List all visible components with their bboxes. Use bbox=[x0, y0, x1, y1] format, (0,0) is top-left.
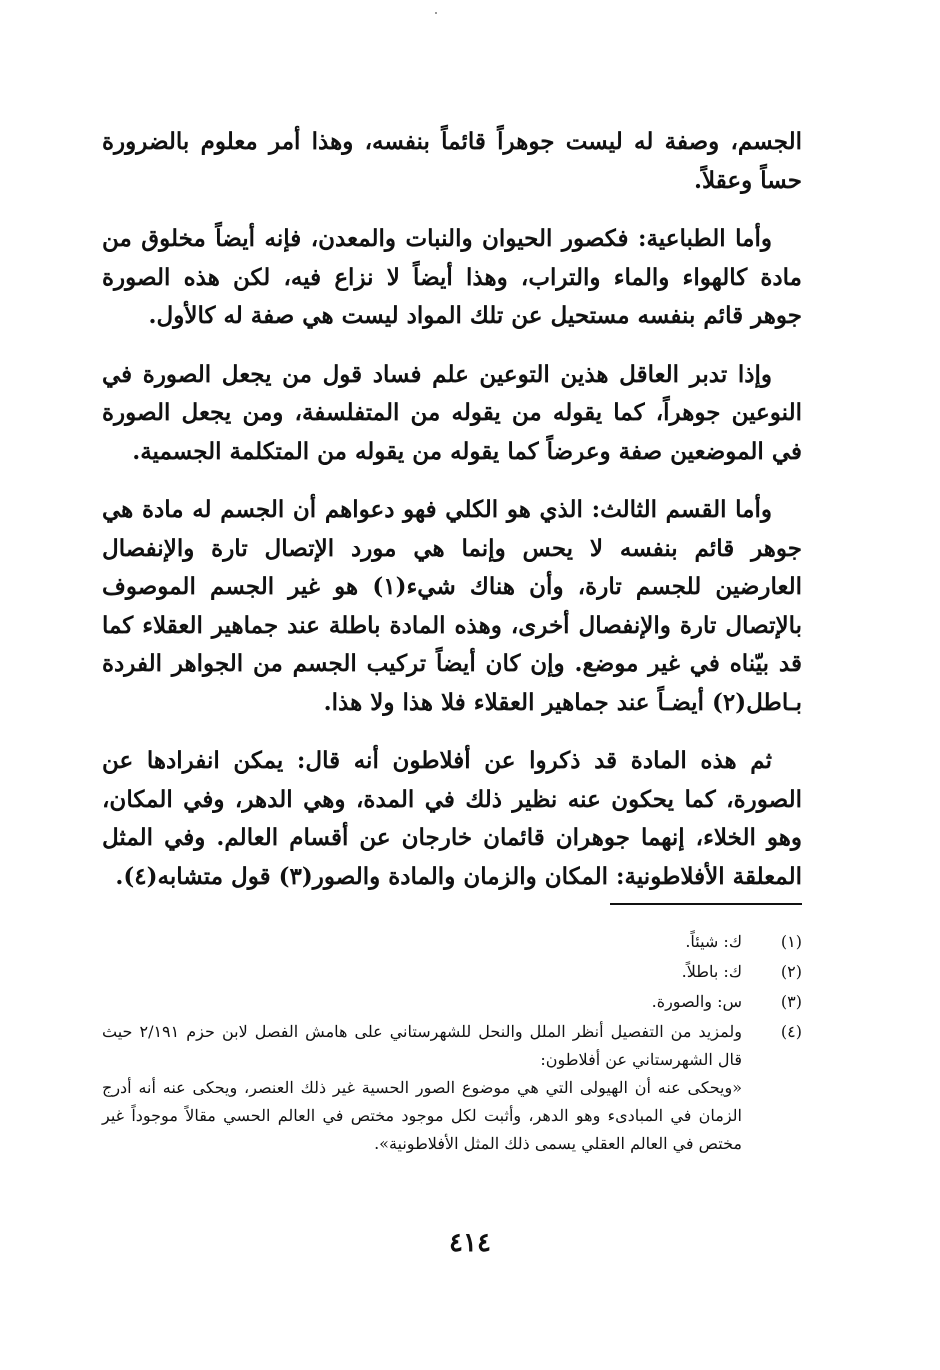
footnote-number: (٣) bbox=[780, 992, 802, 1011]
footnote-number: (٤) bbox=[780, 1022, 802, 1041]
footnote-4 bbox=[102, 1018, 802, 1158]
footnote-text: ك: باطلاً. bbox=[681, 962, 742, 981]
footnote-text: س: والصورة. bbox=[651, 992, 742, 1011]
footnote-divider bbox=[610, 903, 802, 905]
paragraph-2: وأما الطباعية: فكصور الحيوان والنبات والمعدن، فإنه أيضاً مخلوق من مادة كالهواء والماء والتراب، وهذا أيضاً لا نزاع فيه، لكن هذه الصورة جوهر قائم بنفسه مستحيل عن تلك المواد ليست هي صفة له كالأول. bbox=[102, 225, 802, 329]
footnotes bbox=[102, 928, 802, 1160]
footnote-number: (٢) bbox=[780, 962, 802, 981]
paragraph-1: الجسم، وصفة له ليست جوهراً قائماً بنفسه، وهذا أمر معلوم بالضرورة حساً وعقلاً. bbox=[102, 128, 802, 194]
footnote-3 bbox=[102, 988, 802, 1016]
page-number: ٤١٤ bbox=[449, 1228, 491, 1258]
main-text bbox=[102, 123, 802, 916]
paragraph-3: وإذا تدبر العاقل هذين التوعين علم فساد قول من يجعل الصورة في النوعين جوهراً، كما يقوله من يقوله من المتفلسفة، ومن يجعل الصورة في الموضعين صفة وعرضاً كما يقوله من يقوله من المتكلمة الجسمية. bbox=[102, 360, 802, 465]
footnote-2 bbox=[102, 958, 802, 986]
footnote-quote: «ويحكى عنه أن الهيولى التي هي موضوع الصور الحسية غير ذلك العنصر، ويحكى عنه أنه أدرج الزمان في المبادىء وهو الدهر، وأثبت لكل موجود مختص في العالم الحسي مقالاً موجوداً غير مختص في العالم العقلي يسمى ذلك المثل الأفلاطونية». bbox=[102, 1078, 742, 1153]
footnote-body bbox=[102, 1018, 742, 1158]
footnote-1 bbox=[102, 928, 802, 956]
footnote-text: ولمزيد من التفصيل أنظر الملل والنحل للشهرستاني على هامش الفصل لابن حزم ٢/١٩١ حيث قال الشهرستاني عن أفلاطون: bbox=[102, 1022, 742, 1069]
paragraph-4: وأما القسم الثالث: الذي هو الكلي فهو دعواهم أن الجسم له مادة هي جوهر قائم بنفسه لا يحس وإنما هي مورد الإتصال تارة والإنفصال العارضين للجسم تارة، وأن هناك شيء(١) هو غير الجسم الموصوف بالإتصال تارة والإنفصال أخرى، وهذه المادة باطلة عند جماهير العقلاء كما قد بيّناه في غير موضع. وإن كان أيضاً تركيب الجسم من الجواهر الفردة بـاطل(٢) أيضـاً عند جماهير العقلاء فلا هذا ولا هذا. bbox=[102, 496, 802, 716]
paragraph-5: ثم هذه المادة قد ذكروا عن أفلاطون أنه قال: يمكن انفرادها عن الصورة، كما يحكون عنه نظير ذلك في المدة، وهي الدهر، وفي المكان، وهو الخلاء، إنهما جوهران قائمان خارجان عن أقسام العالم. وفي المثل المعلقة الأفلاطونية: المكان والزمان والمادة والصور(٣) قول متشابه(٤). bbox=[102, 747, 803, 890]
scan-speck bbox=[435, 12, 437, 14]
footnote-text: ك: شيئاً. bbox=[685, 932, 742, 951]
footnote-number: (١) bbox=[780, 932, 802, 951]
